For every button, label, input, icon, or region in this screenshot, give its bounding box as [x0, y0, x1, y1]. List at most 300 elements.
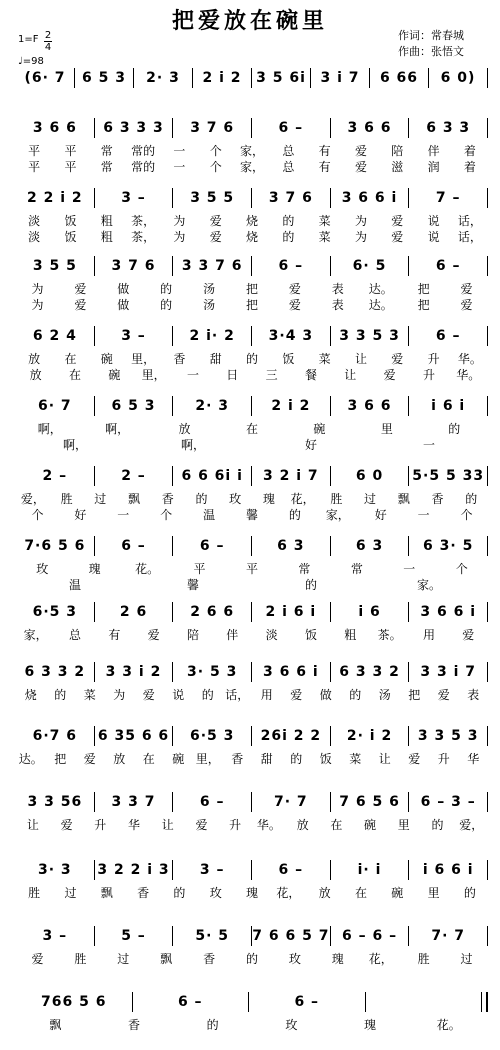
- lyric-line-1: [16, 686, 488, 703]
- lyric-syllable: 家，: [240, 144, 265, 158]
- lyric-syllable: 瑰: [364, 1018, 377, 1032]
- lyric-syllable: 碗: [108, 368, 121, 382]
- lyric-syllable: 的: [290, 752, 303, 766]
- lyric-syllable: 馨: [245, 508, 258, 522]
- lyric-syllable: 花，: [276, 886, 301, 900]
- lyric-syllable: 让: [344, 368, 357, 382]
- lyric-syllable: 把: [245, 298, 258, 312]
- lyric-syllable: 玫: [229, 492, 242, 506]
- meter-top: 2: [44, 30, 52, 41]
- barline: [487, 326, 488, 346]
- final-barline: [481, 992, 488, 1012]
- lyric-syllable: 爱，: [459, 818, 484, 832]
- measure: 2 2 i 2: [27, 190, 83, 206]
- measure: 6·5 3: [189, 728, 235, 744]
- lyric-syllable: 胜: [60, 492, 73, 506]
- measure: 6 –: [177, 994, 203, 1010]
- measure: 2 6 6: [190, 604, 235, 620]
- measure: 3 5 6i: [256, 70, 306, 86]
- measure: 3 3 56: [27, 794, 83, 810]
- lyric-syllable: 香: [231, 752, 244, 766]
- measure: 3· 3: [37, 862, 72, 878]
- lyric-syllable: 烧: [246, 230, 259, 244]
- measure: 6 3: [355, 538, 384, 554]
- measure: 3 2 i 7: [263, 468, 319, 484]
- measure: 3 5 5: [190, 190, 235, 206]
- lyric-syllable: 爱: [354, 160, 367, 174]
- lyric-syllable: 伴: [427, 144, 440, 158]
- lyric-syllable: 爱: [460, 282, 473, 296]
- measure: 3 7 6: [190, 120, 235, 136]
- lyric-syllable: 让: [161, 818, 174, 832]
- lyric-syllable: 的: [349, 688, 362, 702]
- lyric-line-1: [16, 816, 488, 833]
- notation-line: [16, 726, 488, 746]
- lyric-syllable: 话，: [457, 230, 482, 244]
- notation-line: [16, 860, 488, 880]
- measure: 2· 3: [146, 70, 180, 86]
- lyric-syllable: 有: [318, 144, 331, 158]
- lyric-syllable: 总: [282, 160, 295, 174]
- measure: 3 3 i 2: [105, 664, 162, 680]
- lyric-syllable: 粗: [344, 628, 357, 642]
- lyric-syllable: 里: [427, 886, 440, 900]
- lyric-syllable: 烧: [24, 688, 37, 702]
- lyric-syllable: 爱: [391, 230, 404, 244]
- measure: 6· 7: [37, 398, 72, 414]
- lyric-syllable: 在: [245, 422, 258, 436]
- lyric-syllable: 达。: [368, 298, 393, 312]
- barline: [487, 68, 488, 88]
- lyric-syllable: 说: [427, 230, 440, 244]
- measure: 2 i 2: [271, 398, 311, 414]
- lyric-syllable: 过: [64, 886, 77, 900]
- measure: i· i: [357, 862, 382, 878]
- measure: 2 –: [121, 468, 146, 484]
- lyric-syllable: 个: [455, 562, 468, 576]
- lyric-syllable: 好: [374, 508, 387, 522]
- notation-line: [16, 396, 488, 416]
- measure: 3· 5 3: [187, 664, 238, 680]
- lyric-syllable: 做: [117, 298, 130, 312]
- lyric-syllable: 的: [246, 352, 259, 366]
- lyric-syllable: 放: [29, 368, 42, 382]
- lyric-syllable: 碗: [364, 818, 377, 832]
- lyric-syllable: 升: [422, 368, 435, 382]
- lyric-syllable: 润: [427, 160, 440, 174]
- lyric-syllable: 爱: [31, 952, 44, 966]
- lyric-syllable: 平: [64, 160, 77, 174]
- lyric-syllable: 个: [460, 508, 473, 522]
- lyric-syllable: 华。: [256, 818, 281, 832]
- lyric-syllable: 饭: [319, 752, 332, 766]
- measure: 3·4 3: [268, 328, 314, 344]
- lyric-syllable: 碗: [313, 422, 326, 436]
- lyric-syllable: 平: [193, 562, 206, 576]
- measure: 5·5 5 33: [412, 468, 485, 484]
- meter-bottom: 4: [44, 42, 52, 53]
- lyric-syllable: 升: [229, 818, 242, 832]
- measure: i 6: [358, 604, 381, 620]
- lyric-line-1: [16, 280, 488, 297]
- lyric-syllable: 放: [178, 422, 191, 436]
- measure: 7 6 5 6: [339, 794, 400, 810]
- lyric-syllable: 的: [282, 230, 295, 244]
- lyric-syllable: 把: [417, 282, 430, 296]
- measure: i 6 i: [431, 398, 466, 414]
- measure: 5· 5: [195, 928, 230, 944]
- measure: 2 i 6 i: [265, 604, 317, 620]
- lyric-syllable: 着: [463, 160, 476, 174]
- lyric-syllable: 胜: [28, 886, 41, 900]
- lyricist-credit: 作词：常春城: [398, 29, 464, 42]
- lyric-syllable: 菜: [349, 752, 362, 766]
- lyric-syllable: 升: [94, 818, 107, 832]
- lyric-syllable: 一: [117, 508, 130, 522]
- lyric-syllable: 放: [296, 818, 309, 832]
- measure: 3 7 6: [268, 190, 313, 206]
- lyric-syllable: 表: [331, 282, 344, 296]
- measure: 7· 7: [274, 794, 308, 810]
- measure: 3 3 5 3: [417, 728, 479, 744]
- measure: 6 0: [355, 468, 384, 484]
- lyric-syllable: 菜: [83, 688, 96, 702]
- lyric-syllable: 华。: [456, 368, 481, 382]
- notation-line: [16, 68, 488, 88]
- notation-line: [16, 256, 488, 276]
- measure: 6 66: [379, 70, 419, 86]
- lyric-line-1: [16, 212, 488, 229]
- lyric-syllable: 啊，: [37, 422, 62, 436]
- measure: 6·5 3: [32, 604, 78, 620]
- lyric-syllable: 爱: [290, 688, 303, 702]
- score-row: [16, 234, 488, 314]
- lyric-syllable: 华: [467, 752, 480, 766]
- lyric-syllable: 总: [68, 628, 81, 642]
- lyric-line-1: [16, 142, 488, 159]
- lyric-syllable: 的: [304, 578, 317, 592]
- lyric-syllable: 让: [354, 352, 367, 366]
- measure: 26i 2 2: [260, 728, 322, 744]
- lyric-line-1: [16, 1016, 488, 1033]
- lyric-syllable: 爱: [408, 752, 421, 766]
- measure: 6 –: [435, 258, 461, 274]
- lyric-syllable: 过: [117, 952, 130, 966]
- measure: 7 6 6 5 7: [252, 928, 330, 944]
- lyric-syllable: 餐: [304, 368, 317, 382]
- key-signature: 1=F: [18, 34, 39, 45]
- lyric-syllable: 过: [460, 952, 473, 966]
- lyric-syllable: 里，: [195, 752, 220, 766]
- lyric-syllable: 饭: [64, 214, 77, 228]
- measure: 5 –: [121, 928, 146, 944]
- lyric-syllable: 饭: [282, 352, 295, 366]
- lyric-syllable: 的: [463, 886, 476, 900]
- measure: 6 6 6i i: [181, 468, 243, 484]
- lyric-syllable: 汤: [203, 282, 216, 296]
- lyric-syllable: 的: [282, 214, 295, 228]
- measure: 6 –: [435, 328, 461, 344]
- lyric-syllable: 茶，: [131, 230, 156, 244]
- measure: 2· i 2: [346, 728, 393, 744]
- measure: 766 5 6: [41, 994, 107, 1010]
- barline: [487, 118, 488, 138]
- measure: 6 –: [278, 258, 304, 274]
- lyric-syllable: 的: [195, 492, 208, 506]
- notation-line: [16, 536, 488, 556]
- notation-line: [16, 118, 488, 138]
- lyric-syllable: 话，: [457, 214, 482, 228]
- lyric-syllable: 花，: [368, 952, 393, 966]
- lyric-syllable: 华: [128, 818, 141, 832]
- lyric-syllable: 达。: [18, 752, 43, 766]
- lyric-syllable: 飘: [128, 492, 141, 506]
- score-row: [16, 374, 488, 454]
- measure: 3 6 6 i: [420, 604, 477, 620]
- measure: 3 6 6: [347, 398, 392, 414]
- lyric-syllable: 爱: [462, 628, 475, 642]
- lyric-syllable: 菜: [318, 352, 331, 366]
- lyric-syllable: 为: [173, 214, 186, 228]
- lyric-syllable: 菜: [318, 230, 331, 244]
- measure: 3 2 2 i 3: [97, 862, 170, 878]
- lyric-syllable: 常: [100, 160, 113, 174]
- notation-line: [16, 326, 488, 346]
- notation-line: [16, 466, 488, 486]
- lyric-syllable: 瑰: [246, 886, 259, 900]
- lyric-syllable: 甜: [209, 352, 222, 366]
- measure: 3 5 5: [32, 258, 77, 274]
- barline: [487, 602, 488, 622]
- lyric-syllable: 个: [160, 508, 173, 522]
- lyric-syllable: 里: [397, 818, 410, 832]
- lyric-syllable: 啊，: [180, 438, 205, 452]
- lyric-syllable: 茶。: [377, 628, 402, 642]
- measure: 3 –: [121, 328, 146, 344]
- lyric-syllable: 爱: [460, 298, 473, 312]
- tempo-marking: ♩=98: [18, 56, 44, 67]
- lyric-syllable: 香: [137, 886, 150, 900]
- lyric-syllable: 个: [209, 144, 222, 158]
- lyric-line-1: [16, 750, 488, 767]
- measure: (6· 7: [24, 70, 66, 86]
- lyric-syllable: 的: [465, 492, 478, 506]
- lyric-syllable: 香: [203, 952, 216, 966]
- lyric-syllable: 有: [318, 160, 331, 174]
- lyric-syllable: 啊，: [62, 438, 87, 452]
- lyric-syllable: 玫: [209, 886, 222, 900]
- lyric-syllable: 的: [288, 508, 301, 522]
- lyric-syllable: 淡: [28, 214, 41, 228]
- lyric-syllable: 爱: [83, 752, 96, 766]
- measure: i 6 6 i: [422, 862, 474, 878]
- measure: 6 –: [199, 538, 225, 554]
- notation-line: [16, 602, 488, 622]
- lyric-syllable: 达。: [368, 282, 393, 296]
- lyric-syllable: 爱: [209, 214, 222, 228]
- measure: 6 –: [121, 538, 146, 554]
- measure: 6 –: [294, 994, 320, 1010]
- measure: 7· 7: [431, 928, 466, 944]
- measure: 3 –: [199, 862, 225, 878]
- lyric-syllable: 在: [142, 752, 155, 766]
- lyric-syllable: 常: [100, 144, 113, 158]
- lyric-syllable: 说: [427, 214, 440, 228]
- lyric-syllable: 胜: [417, 952, 430, 966]
- measure: 2 i· 2: [189, 328, 235, 344]
- lyric-syllable: 为: [354, 214, 367, 228]
- lyric-syllable: 香: [128, 1018, 141, 1032]
- lyric-syllable: 的: [245, 952, 258, 966]
- lyric-line-1: [16, 950, 488, 967]
- measure: 6 – 6 –: [341, 928, 398, 944]
- lyric-syllable: 爱: [74, 282, 87, 296]
- lyric-syllable: 馨: [186, 578, 199, 592]
- measure: 6 –: [278, 120, 304, 136]
- barline: [487, 188, 488, 208]
- lyric-syllable: 过: [94, 492, 107, 506]
- lyric-syllable: 瑰: [88, 562, 101, 576]
- lyric-syllable: 温: [68, 578, 81, 592]
- measure: 2 6: [119, 604, 148, 620]
- lyric-syllable: 的: [54, 688, 67, 702]
- lyric-syllable: 玫: [285, 1018, 298, 1032]
- lyric-syllable: 常: [298, 562, 311, 576]
- measure: 3 –: [42, 928, 68, 944]
- measure: 6 5 3: [82, 70, 126, 86]
- lyric-syllable: 菜: [318, 214, 331, 228]
- lyric-syllable: 伴: [226, 628, 239, 642]
- lyric-syllable: 在: [64, 352, 77, 366]
- lyric-syllable: 用: [260, 688, 273, 702]
- lyric-syllable: 的: [431, 818, 444, 832]
- song-title: 把爱放在碗里: [171, 9, 328, 34]
- measure: 7·6 5 6: [24, 538, 86, 554]
- lyric-syllable: 平: [64, 144, 77, 158]
- lyric-syllable: 一: [173, 160, 186, 174]
- measure: 3 7 6: [111, 258, 156, 274]
- lyric-syllable: 把: [408, 688, 421, 702]
- lyric-line-1: [16, 350, 488, 367]
- composer-credit: 作曲：张悟文: [398, 45, 464, 58]
- lyric-syllable: 为: [113, 688, 126, 702]
- measure: 3 i 7: [320, 70, 360, 86]
- lyric-syllable: 的: [173, 886, 186, 900]
- lyric-syllable: 爱: [383, 368, 396, 382]
- measure: 6 –: [278, 862, 304, 878]
- lyric-line-1: [16, 884, 488, 901]
- barline: [487, 860, 488, 880]
- lyric-syllable: 把: [245, 282, 258, 296]
- lyric-syllable: 的: [160, 298, 173, 312]
- lyric-syllable: 爱: [209, 230, 222, 244]
- lyric-syllable: 爱: [74, 298, 87, 312]
- lyric-syllable: 碗: [391, 886, 404, 900]
- lyric-syllable: 平: [245, 562, 258, 576]
- notation-line: [16, 188, 488, 208]
- lyric-syllable: 表: [331, 298, 344, 312]
- barline: [487, 662, 488, 682]
- lyric-line-1: [16, 490, 488, 507]
- lyric-syllable: 做: [117, 282, 130, 296]
- lyric-syllable: 为: [354, 230, 367, 244]
- lyric-syllable: 话，: [225, 688, 250, 702]
- lyric-syllable: 好: [74, 508, 87, 522]
- lyric-syllable: 让: [378, 752, 391, 766]
- lyric-syllable: 玫: [288, 952, 301, 966]
- lyric-syllable: 一: [422, 438, 435, 452]
- lyric-syllable: 爱: [391, 214, 404, 228]
- measure: 2 –: [42, 468, 68, 484]
- lyric-syllable: 为: [173, 230, 186, 244]
- lyric-syllable: 常的: [131, 144, 156, 158]
- measure: 3 6 6 i: [341, 190, 398, 206]
- lyric-syllable: 家。: [416, 578, 441, 592]
- score-row: [16, 444, 488, 524]
- measure: 3 3 5 3: [339, 328, 400, 344]
- measure: 6 3· 5: [423, 538, 474, 554]
- measure: 6 –: [199, 794, 225, 810]
- lyric-syllable: 里，: [131, 352, 156, 366]
- lyric-syllable: 甜: [260, 752, 273, 766]
- lyric-syllable: 放: [113, 752, 126, 766]
- lyric-syllable: 茶，: [131, 214, 156, 228]
- lyric-syllable: 飘: [49, 1018, 62, 1032]
- lyric-syllable: 家，: [325, 508, 350, 522]
- lyric-syllable: 常: [350, 562, 363, 576]
- lyric-syllable: 用: [422, 628, 435, 642]
- lyric-syllable: 花，: [290, 492, 315, 506]
- lyric-syllable: 香: [431, 492, 444, 506]
- notation-line: [16, 792, 488, 812]
- measure: 6 3 3 3: [103, 120, 164, 136]
- lyric-syllable: 飘: [397, 492, 410, 506]
- lyric-syllable: 滋: [391, 160, 404, 174]
- lyric-syllable: 做: [319, 688, 332, 702]
- measure: 7 –: [435, 190, 461, 206]
- lyric-syllable: 爱: [354, 144, 367, 158]
- measure: 6 2 4: [32, 328, 77, 344]
- lyric-syllable: 把: [417, 298, 430, 312]
- lyric-syllable: 着: [463, 144, 476, 158]
- lyric-syllable: 的: [206, 1018, 219, 1032]
- barline: [487, 926, 488, 946]
- lyric-syllable: 香: [173, 352, 186, 366]
- lyric-syllable: 爱，: [20, 492, 45, 506]
- lyric-syllable: 过: [364, 492, 377, 506]
- lyric-syllable: 家，: [240, 160, 265, 174]
- lyric-syllable: 在: [68, 368, 81, 382]
- barline: [487, 466, 488, 486]
- lyric-syllable: 在: [354, 886, 367, 900]
- measure: 6· 5: [352, 258, 387, 274]
- lyric-syllable: 温: [203, 508, 216, 522]
- lyric-syllable: 的: [201, 688, 214, 702]
- notation-line: [16, 926, 488, 946]
- lyric-syllable: 放: [318, 886, 331, 900]
- barline: [487, 536, 488, 556]
- measure: 6·7 6: [32, 728, 78, 744]
- lyric-syllable: 说: [172, 688, 185, 702]
- measure: 6 – 3 –: [420, 794, 476, 810]
- notation-line: [16, 992, 488, 1012]
- lyric-syllable: 胜: [74, 952, 87, 966]
- lyric-syllable: 一: [417, 508, 430, 522]
- lyric-syllable: 一: [186, 368, 199, 382]
- lyric-syllable: 瑰: [331, 952, 344, 966]
- lyric-syllable: 粗: [100, 214, 113, 228]
- lyric-syllable: 里: [380, 422, 393, 436]
